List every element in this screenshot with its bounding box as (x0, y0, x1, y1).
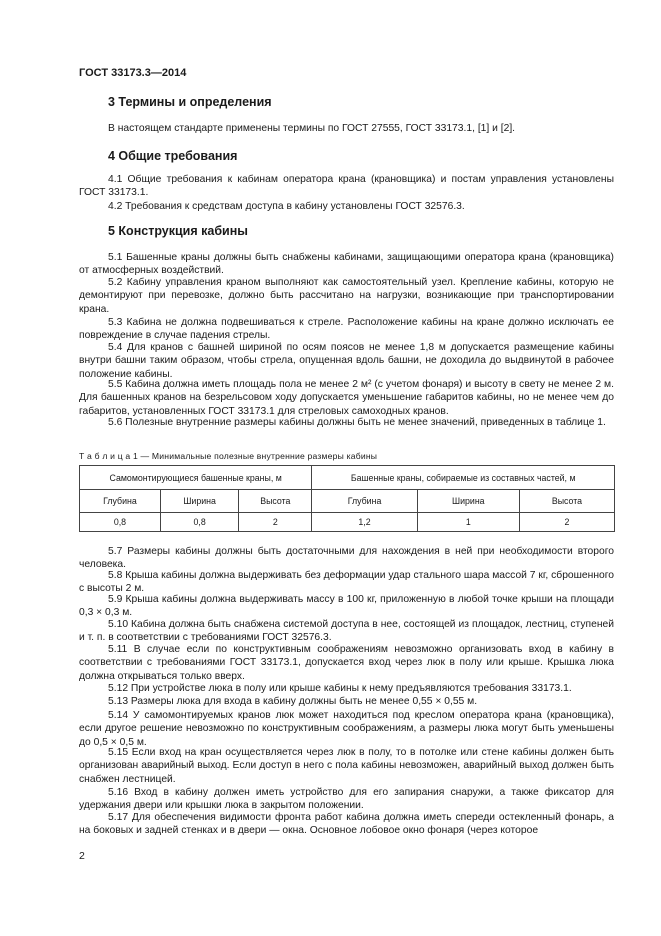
page-number: 2 (79, 850, 85, 862)
paragraph-4-2: 4.2 Требования к средствам доступа в кабину установлены ГОСТ 32576.3. (108, 201, 465, 212)
table-cell: 2 (519, 513, 614, 532)
table-column-header: Глубина (312, 490, 417, 513)
table-header-row (80, 490, 615, 513)
section-3-heading: 3 Термины и определения (108, 95, 272, 109)
table-cell: 0,8 (160, 513, 238, 532)
table-cell: 2 (239, 513, 312, 532)
paragraph-5-10: 5.10 Кабина должна быть снабжена системой доступа в нее, состоящей из площадок, лестниц, ступеней и т. п. в соответствии с требованиями ГОСТ 32576.3. (79, 619, 614, 644)
table-group-row (80, 466, 615, 490)
table-cell: 1 (417, 513, 519, 532)
paragraph-5-11: 5.11 В случае если по конструктивным соображениям невозможно организовать вход в кабину в соответствии с требованиями ГОСТ 33173.1, допускается вход через люк в полу или крыше. Крышка люка должна открываться только вверх. (79, 644, 614, 682)
section-5-heading: 5 Конструкция кабины (108, 224, 248, 238)
table-column-header: Глубина (80, 490, 161, 513)
document-header: ГОСТ 33173.3—2014 (79, 67, 187, 79)
paragraph-5-9: 5.9 Крыша кабины должна выдерживать массу в 100 кг, приложенную в любой точке крыши на площади 0,3 × 0,3 м. (79, 594, 614, 619)
paragraph-5-17: 5.17 Для обеспечения видимости фронта работ кабина должна иметь спереди остекленный фонарь, а на боковых и задней стенках и в двери — окна. Основное лобовое окно фонаря (через которое (79, 812, 614, 837)
section-4-heading: 4 Общие требования (108, 149, 238, 163)
table-cell: 1,2 (312, 513, 417, 532)
paragraph-5-14: 5.14 У самомонтируемых кранов люк может находиться под креслом оператора крана (крановщика), если другое решение невозможно по конструктивным соображениям, а размеры люка могут быть уменьшены до 0,5 × 0,5 м. (79, 710, 614, 748)
section-3-paragraph: В настоящем стандарте применены термины по ГОСТ 27555, ГОСТ 33173.1, [1] и [2]. (108, 123, 516, 134)
paragraph-5-16: 5.16 Вход в кабину должен иметь устройство для его запирания снаружи, а также фиксатор для удержания двери или крышки люка в закрытом положении. (79, 787, 614, 812)
paragraph-5-4: 5.4 Для кранов с башней шириной по осям поясов не менее 1,8 м допускается размещение кабины внутри башни таким образом, чтобы стрела, опущенная вдоль башни, не доходила до выдвинутой в рабочее положение кабины. (79, 342, 614, 380)
table-column-header: Высота (519, 490, 614, 513)
paragraph-4-1: 4.1 Общие требования к кабинам оператора крана (крановщика) и постам управления установлены ГОСТ 33173.1. (79, 174, 614, 199)
paragraph-5-5: 5.5 Кабина должна иметь площадь пола не менее 2 м² (с учетом фонаря) и высоту в свету не менее 2 м. Для башенных кранов на безрельсовом ходу допускается уменьшение габаритов кабины, но не менее чем до габаритов, установленных ГОСТ 33173.1 для стреловых самоходных кранов. (79, 379, 614, 417)
paragraph-5-12: 5.12 При устройстве люка в полу или крыше кабины к нему предъявляются требования 33173.1. (108, 683, 572, 694)
table-row (80, 513, 615, 532)
table-column-header: Ширина (417, 490, 519, 513)
dimensions-table (79, 465, 615, 532)
table-column-header: Высота (239, 490, 312, 513)
table-group-header: Башенные краны, собираемые из составных частей, м (312, 466, 615, 490)
table-group-header: Самомонтирующиеся башенные краны, м (80, 466, 312, 490)
paragraph-5-7: 5.7 Размеры кабины должны быть достаточными для нахождения в ней при необходимости второго человека. (79, 546, 614, 571)
paragraph-5-3: 5.3 Кабина не должна подвешиваться к стреле. Расположение кабины на кране должно исключать ее повреждение в случае падения стрелы. (79, 317, 614, 342)
paragraph-5-13: 5.13 Размеры люка для входа в кабину должны быть не менее 0,55 × 0,55 м. (108, 696, 478, 707)
table-cell: 0,8 (80, 513, 161, 532)
paragraph-5-2: 5.2 Кабину управления краном выполняют как самостоятельный узел. Крепление кабины, которую не демонтируют при перевозке, должно быть рассчитано на нагрузки, возникающие при транспортировании крана. (79, 277, 614, 315)
paragraph-5-6: 5.6 Полезные внутренние размеры кабины должны быть не менее значений, приведенных в таблице 1. (108, 417, 606, 428)
paragraph-5-1: 5.1 Башенные краны должны быть снабжены кабинами, защищающими оператора крана (крановщика) от атмосферных воздействий. (79, 252, 614, 277)
table-caption: Т а б л и ц а 1 — Минимальные полезные внутренние размеры кабины (79, 451, 378, 461)
paragraph-5-8: 5.8 Крыша кабины должна выдерживать без деформации удар стального шара массой 7 кг, сброшенного с высоты 2 м. (79, 570, 614, 595)
paragraph-5-15: 5.15 Если вход на кран осуществляется через люк в полу, то в потолке или стене кабины должен быть организован аварийный выход. Если доступ в него с пола кабины невозможен, аварийный выход должен быть снабжен лестницей. (79, 747, 614, 785)
table-column-header: Ширина (160, 490, 238, 513)
